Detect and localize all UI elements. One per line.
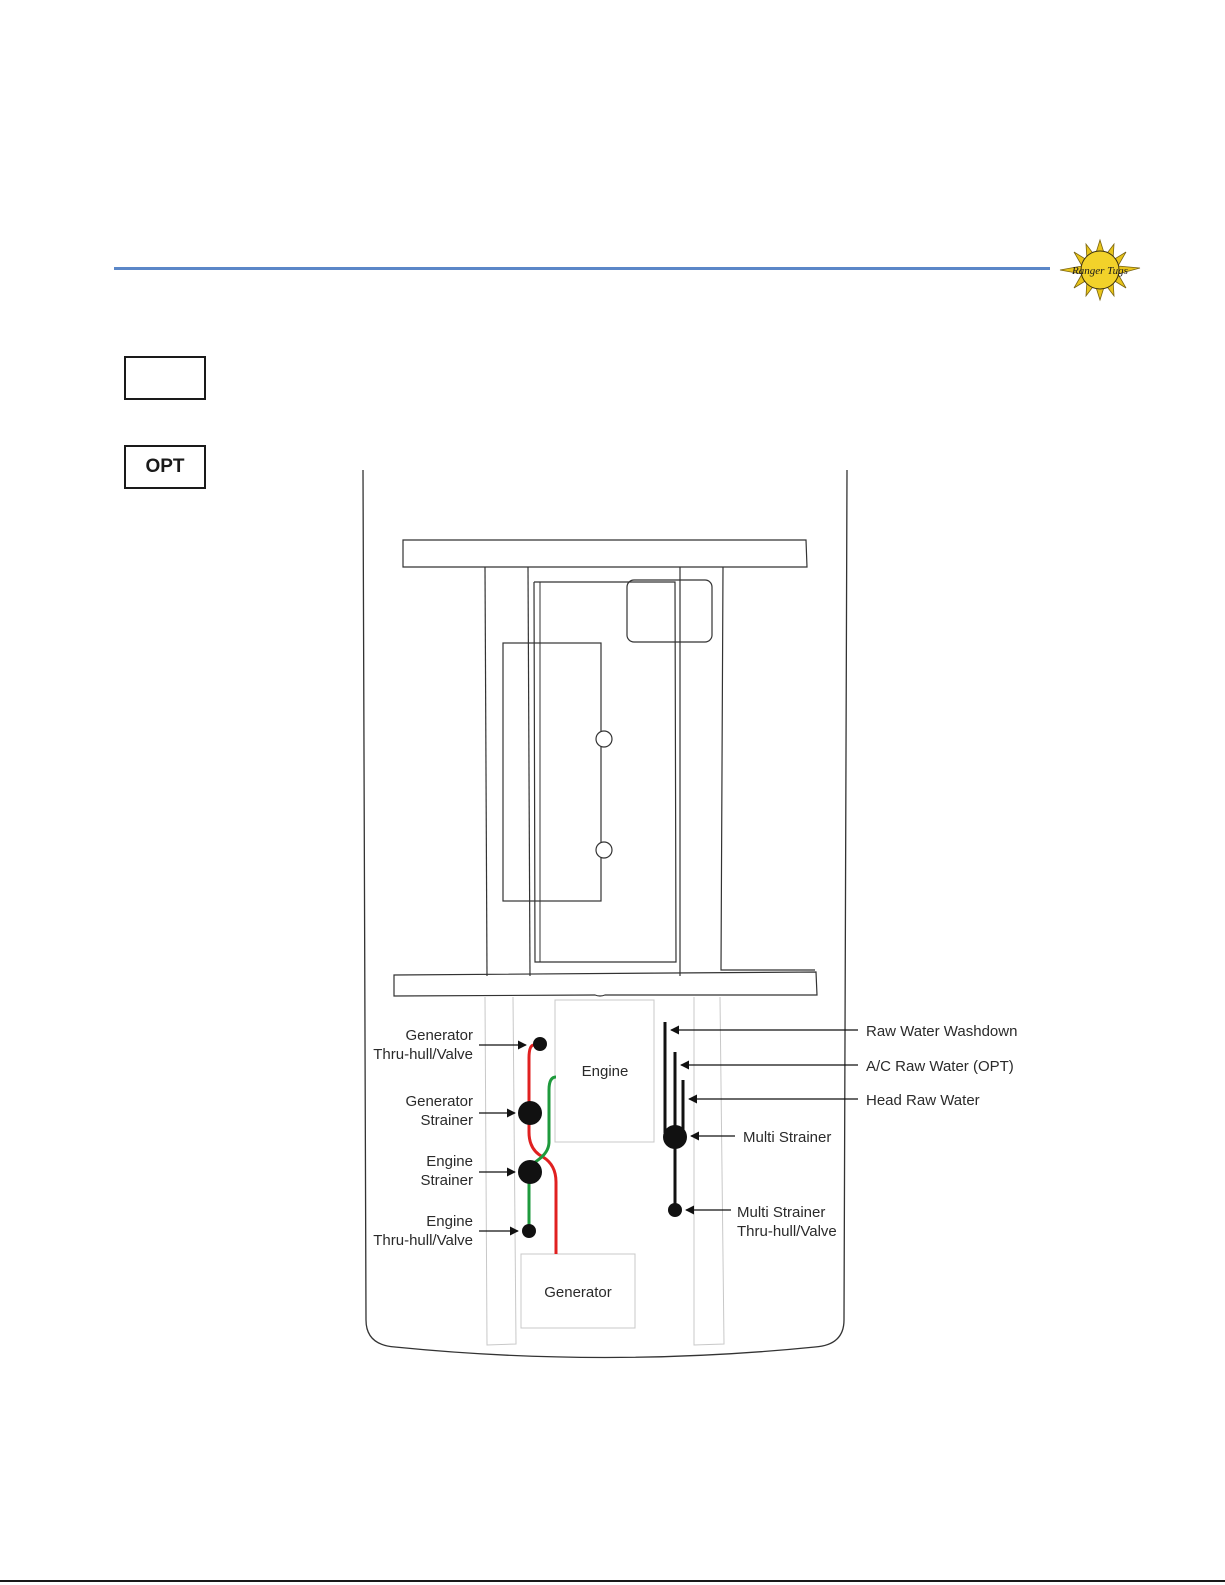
hatch-box bbox=[627, 580, 712, 642]
stringer-right-outer bbox=[721, 567, 815, 970]
label-eng-thru-2: Thru-hull/Valve bbox=[373, 1232, 473, 1249]
generator-thru-hull-valve bbox=[533, 1037, 547, 1051]
label-ac-raw: A/C Raw Water (OPT) bbox=[866, 1058, 1014, 1075]
top-crossbeam bbox=[403, 540, 807, 567]
footer-rule bbox=[0, 1580, 1225, 1582]
stringer-left-outer bbox=[485, 567, 487, 976]
label-head-raw: Head Raw Water bbox=[866, 1092, 980, 1109]
tank-outline bbox=[534, 582, 676, 962]
er-stringer-left bbox=[485, 997, 516, 1345]
engine-room-bulkhead bbox=[394, 972, 817, 996]
label-multi-thru-2: Thru-hull/Valve bbox=[737, 1223, 837, 1240]
fitting-lower bbox=[596, 842, 612, 858]
multi-strainer bbox=[663, 1125, 687, 1149]
label-eng-strainer-1: Engine bbox=[426, 1153, 473, 1170]
generator-water-line bbox=[529, 1045, 556, 1254]
generator-strainer bbox=[518, 1101, 542, 1125]
fitting-upper bbox=[596, 731, 612, 747]
label-gen-thru-2: Thru-hull/Valve bbox=[373, 1046, 473, 1063]
label-eng-strainer-2: Strainer bbox=[420, 1172, 473, 1189]
engine-strainer bbox=[518, 1160, 542, 1184]
legend-opt-badge: OPT bbox=[124, 445, 206, 489]
label-gen-thru-1: Generator bbox=[405, 1027, 473, 1044]
label-gen-strainer-1: Generator bbox=[405, 1093, 473, 1110]
multi-strainer-thru-hull-valve bbox=[668, 1203, 682, 1217]
engine-label: Engine bbox=[581, 1063, 629, 1080]
label-raw-washdown: Raw Water Washdown bbox=[866, 1023, 1018, 1040]
side-tank bbox=[503, 643, 601, 901]
er-stringer-right bbox=[694, 997, 724, 1345]
label-multi-strainer: Multi Strainer bbox=[743, 1129, 832, 1146]
label-eng-thru-1: Engine bbox=[426, 1213, 473, 1230]
generator-label: Generator bbox=[544, 1284, 612, 1301]
engine-thru-hull-valve bbox=[522, 1224, 536, 1238]
label-gen-strainer-2: Strainer bbox=[420, 1112, 473, 1129]
logo-text: Ranger Tugs bbox=[1072, 265, 1128, 277]
engine-water-line bbox=[529, 1077, 556, 1231]
stringer-left-inner bbox=[528, 567, 530, 976]
label-multi-thru-1: Multi Strainer bbox=[737, 1204, 826, 1221]
